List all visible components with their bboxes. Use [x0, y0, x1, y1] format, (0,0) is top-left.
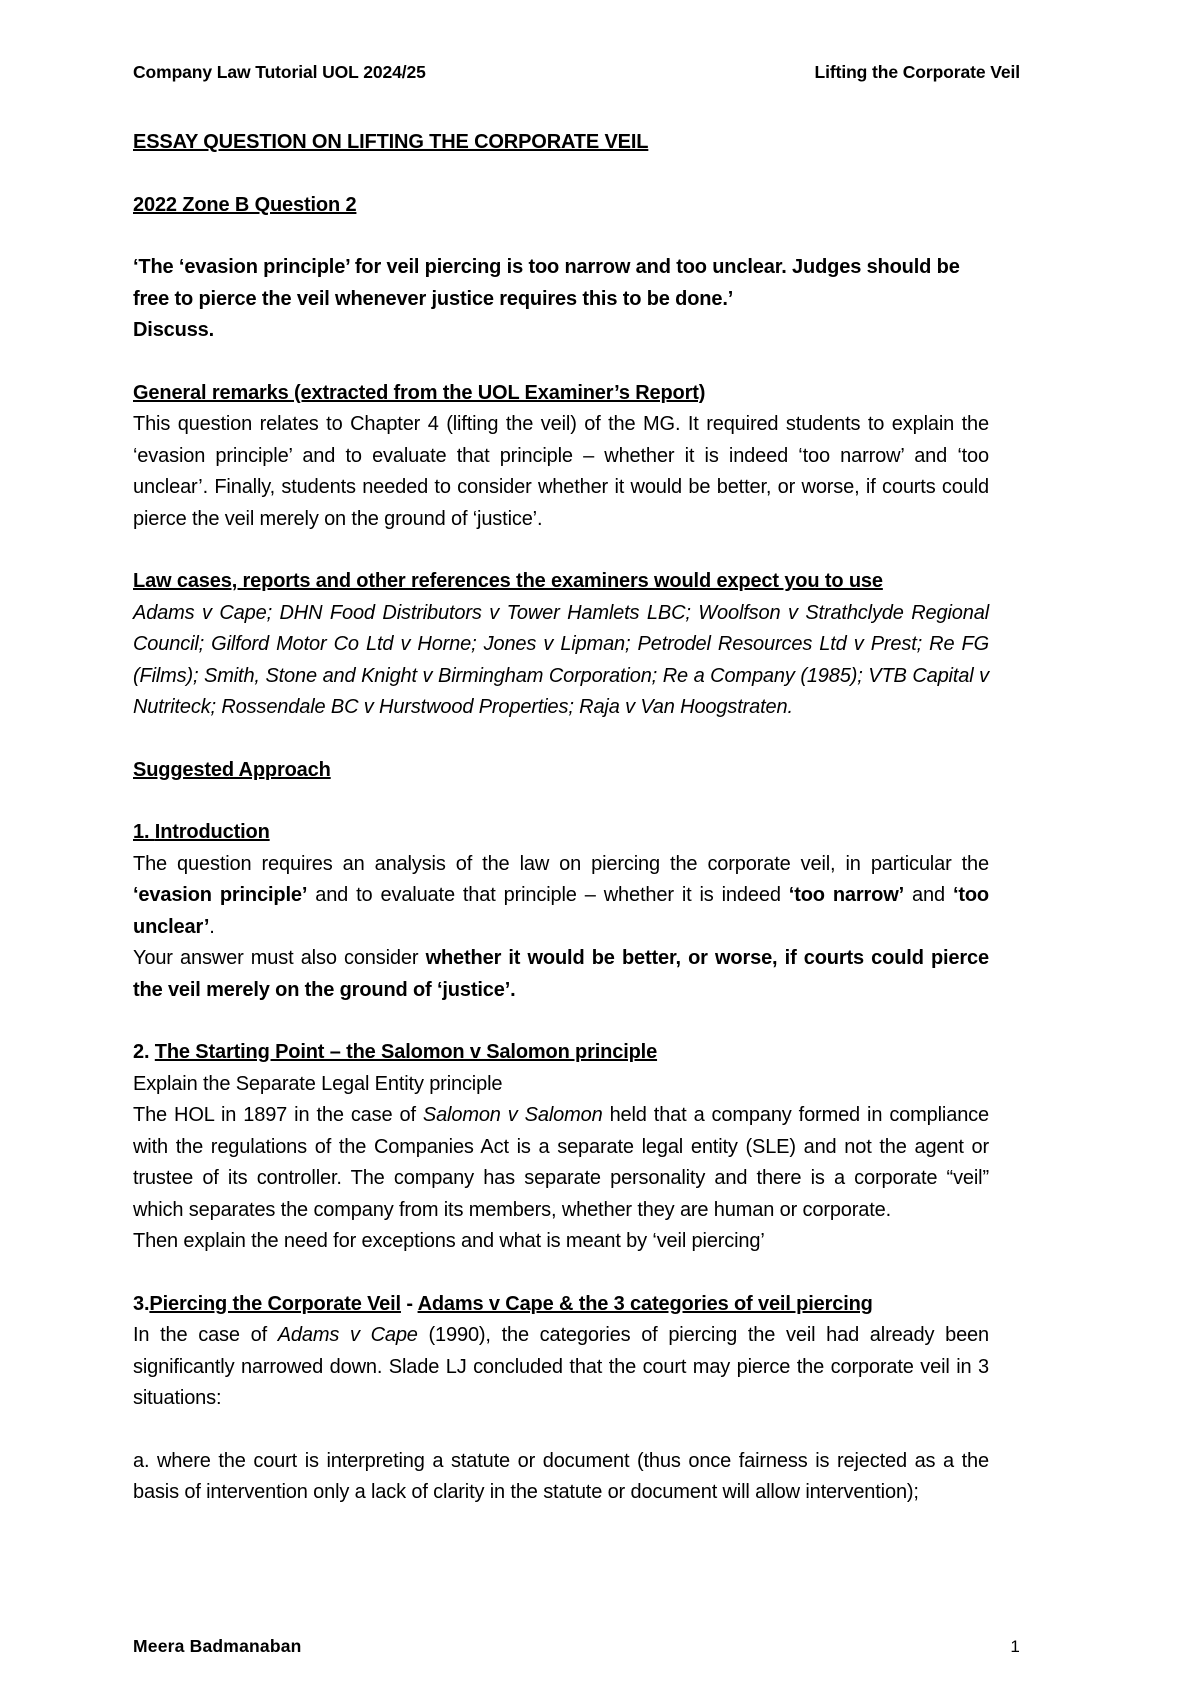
- page-header: [133, 62, 1020, 83]
- law-cases-body: Adams v Cape; DHN Food Distributors v Tower Hamlets LBC; Woolfson v Strathclyde Regional Council; Gilford Motor Co Ltd v Horne; Jones v Lipman; Petrodel Resources Ltd v Prest; Re FG (Films); Smith, Stone and Knight v Birmingham Corporation; Re a Company (1985); VTB Capital v Nutriteck; Rossendale BC v Hurstwood Properties; Raja v Van Hoogstraten.: [133, 601, 989, 718]
- spacer: [133, 1006, 989, 1037]
- section-3-paragraph: [133, 1320, 989, 1415]
- general-remarks-body: This question relates to Chapter 4 (lifting the veil) of the MG. It required students to explain the ‘evasion principle’ and to evaluate that principle – whether it is indeed ‘too narrow’ and ‘too unclear’. Finally, students needed to consider whether it would be better, or worse, if courts could pierce the veil merely on the ground of ‘justice’.: [133, 413, 989, 530]
- section-1-paragraph-1: [133, 849, 989, 944]
- salomon-text-2: held that a company formed in compliance with the regulations of the Companies Act is a separate legal entity (SLE) and not the agent or trustee of its controller. The company has separate personality and there is a corporate “veil” which separates the company from its members, whether they are human or corporate.: [133, 1104, 989, 1221]
- adams-case-name: Adams v Cape: [277, 1324, 418, 1346]
- section-3-title-separator: -: [400, 1292, 418, 1315]
- spacer: [133, 724, 989, 755]
- suggested-approach-heading: Suggested Approach: [133, 758, 331, 781]
- essay-title: ESSAY QUESTION ON LIFTING THE CORPORATE VEIL: [133, 131, 649, 153]
- section-3-title-part-2: Adams v Cape & the 3 categories of veil piercing: [417, 1292, 873, 1315]
- header-right-text: Lifting the Corporate Veil: [814, 62, 1020, 82]
- intro-text-2: and to evaluate that principle – whether it is indeed: [307, 884, 789, 906]
- intro-text-1: The question requires an analysis of the law on piercing the corporate veil, in particular the: [133, 852, 989, 875]
- page-footer: [133, 1636, 1020, 1657]
- intro-bold-2: ‘too narrow’: [788, 884, 905, 906]
- section-2-title: The Starting Point – the Salomon v Salomon principle: [154, 1041, 658, 1063]
- question-quote-line-1: ‘The ‘evasion principle’ for veil piercing is too narrow and too unclear. Judges should be: [133, 256, 960, 278]
- section-2-heading: [133, 1037, 989, 1069]
- intro-bold-1: ‘evasion principle’: [133, 884, 308, 906]
- section-1-number: 1.: [133, 821, 155, 843]
- question-quote-line-2: free to pierce the veil whenever justice requires this to be done.’: [133, 287, 734, 310]
- spacer: [133, 535, 989, 566]
- salomon-case-name: Salomon v Salomon: [422, 1104, 603, 1126]
- intro-text-3: and: [904, 884, 953, 906]
- spacer: [133, 1415, 989, 1446]
- section-2-paragraph: [133, 1100, 989, 1226]
- law-cases-heading: Law cases, reports and other references the examiners would expect you to use: [133, 570, 883, 592]
- section-2-line-1: Explain the Separate Legal Entity principle: [133, 1072, 503, 1095]
- general-remarks-heading: General remarks (extracted from the UOL Examiner’s Report): [133, 381, 706, 404]
- section-2-line-2: Then explain the need for exceptions and what is meant by ‘veil piercing’: [133, 1230, 765, 1252]
- section-2-number: 2.: [133, 1041, 155, 1063]
- section-1-title: Introduction: [154, 821, 270, 843]
- document-body: [133, 127, 989, 1509]
- question-reference: 2022 Zone B Question 2: [133, 193, 357, 216]
- spacer: [133, 1258, 989, 1289]
- spacer: [133, 347, 989, 378]
- spacer: [133, 221, 989, 252]
- spacer: [133, 159, 989, 190]
- section-3-number: 3.: [133, 1292, 150, 1315]
- section-3-heading: [133, 1289, 989, 1321]
- section-3-item-a: a. where the court is interpreting a statute or document (thus once fairness is rejected as a the basis of intervention only a lack of clarity in the statute or document will allow intervention);: [133, 1449, 989, 1503]
- section-1-paragraph-2: [133, 943, 989, 1006]
- question-instruction: Discuss.: [133, 319, 215, 341]
- section-1-heading: [133, 817, 989, 849]
- adams-text-2: (1990), the categories of piercing the veil had already been significantly narrowed down. Slade LJ concluded that the court may pierce the corporate veil in 3 situations:: [133, 1324, 989, 1409]
- salomon-text-1: The HOL in 1897 in the case of: [133, 1104, 423, 1126]
- header-left-text: Company Law Tutorial UOL 2024/25: [133, 62, 426, 82]
- footer-author: Meera Badmanaban: [133, 1636, 302, 1656]
- second-bold-1: whether it would be better, or worse, if courts could pierce the veil merely on the ground of ‘justice’.: [133, 947, 989, 1001]
- intro-bold-3: ‘too unclear’: [133, 884, 989, 938]
- adams-text-1: In the case of: [133, 1324, 278, 1346]
- second-text-1: Your answer must also consider: [133, 947, 426, 969]
- section-3-title-part-1: Piercing the Corporate Veil: [149, 1292, 401, 1315]
- spacer: [133, 786, 989, 817]
- footer-page-number: 1: [1010, 1637, 1020, 1656]
- intro-text-4: .: [209, 915, 215, 938]
